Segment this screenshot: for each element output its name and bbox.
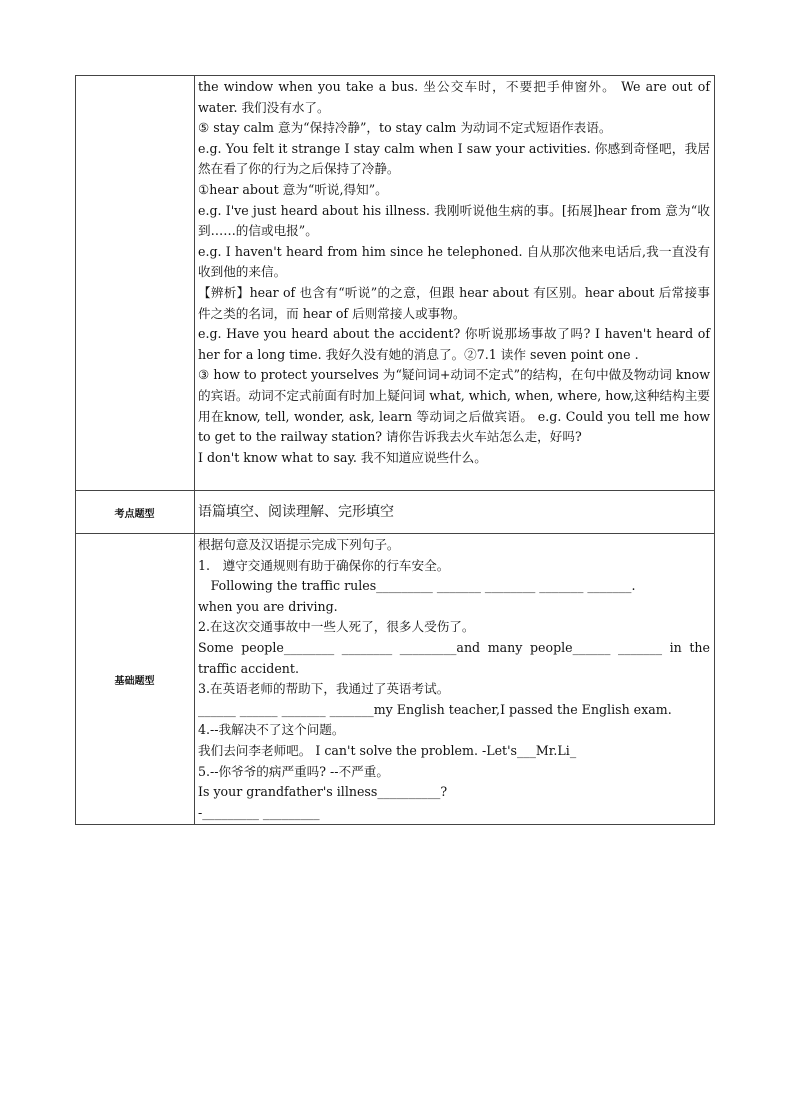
lesson-table	[75, 75, 715, 825]
text-line: ⑤ stay calm 意为“保持冷静”，to stay calm 为动词不定式短语作表语。	[198, 120, 612, 136]
text-line: Following the traffic rules_________ _______ ________ _______ _______.	[198, 578, 636, 594]
row-content	[195, 534, 715, 825]
text-line: ①hear about 意为“听说,得知”。	[198, 181, 388, 197]
text-line: 3.在英语老师的帮助下，我通过了英语考试。	[198, 681, 450, 697]
text-line: e.g. Have you heard about the accident? 你听说那场事故了吗? I haven't heard of her for a long time. 我好久没有她的消息了。②7.1 读作 seven point one .	[198, 326, 710, 362]
text-line: Is your grandfather's illness__________?	[198, 784, 448, 800]
text-line: when you are driving.	[198, 598, 338, 614]
row-content	[195, 76, 715, 491]
table-row	[76, 534, 715, 825]
text-line: the window when you take a bus. 坐公交车时，不要把手伸窗外。 We are out of water. 我们没有水了。	[198, 79, 710, 115]
text-line: 4.--我解决不了这个问题。	[198, 722, 345, 738]
row-label: 考点题型	[76, 491, 195, 534]
row-label: 基础题型	[76, 534, 195, 825]
text-line: I don't know what to say. 我不知道应说些什么。	[198, 449, 487, 465]
text-line: 5.--你爷爷的病严重吗? --不严重。	[198, 763, 389, 779]
row-label	[76, 76, 195, 491]
text-line: 语篇填空、阅读理解、完形填空	[198, 503, 394, 520]
row-content	[195, 491, 715, 534]
table-row	[76, 76, 715, 491]
text-line: Some people________ ________ _________and many people______ _______ in the traffic accident.	[198, 639, 710, 676]
table-row	[76, 491, 715, 534]
text-line: e.g. I haven't heard from him since he telephoned. 自从那次他来电话后,我一直没有收到他的来信。	[198, 243, 710, 280]
text-line: ③ how to protect yourselves 为“疑问词+动词不定式”的结构，在句中做及物动词 know 的宾语。动词不定式前面有时加上疑问词 what, which, when, where, how,这种结构主要用在know, tell, wonder, ask, learn 等动词之后做宾语。 e.g. Could you tell me how to get to the railway station? 请你告诉我去火车站怎么走，好吗?	[198, 367, 710, 445]
text-line: 【辨析】hear of 也含有“听说”的之意，但跟 hear about 有区别。hear about 后常接事件之类的名词，而 hear of 后则常接人或事物。	[198, 284, 710, 321]
text-line: e.g. You felt it strange I stay calm when I saw your activities. 你感到奇怪吧，我居然在看了你的行为之后保持了冷静。	[198, 140, 710, 177]
text-line: ______ ______ _______ _______my English teacher,I passed the English exam.	[198, 701, 672, 717]
text-line: e.g. I've just heard about his illness. 我刚听说他生病的事。[拓展]hear from 意为“收到……的信或电报”。	[198, 202, 710, 239]
text-line: -_________ _________	[198, 804, 320, 820]
text-line: 2.在这次交通事故中一些人死了，很多人受伤了。	[198, 619, 475, 635]
text-line: 根据句意及汉语提示完成下列句子。	[198, 537, 400, 552]
text-line: 我们去问李老师吧。 I can't solve the problem. -Let's___Mr.Li_	[198, 742, 577, 758]
text-line: 1. 遵守交通规则有助于确保你的行车安全。	[198, 557, 450, 573]
